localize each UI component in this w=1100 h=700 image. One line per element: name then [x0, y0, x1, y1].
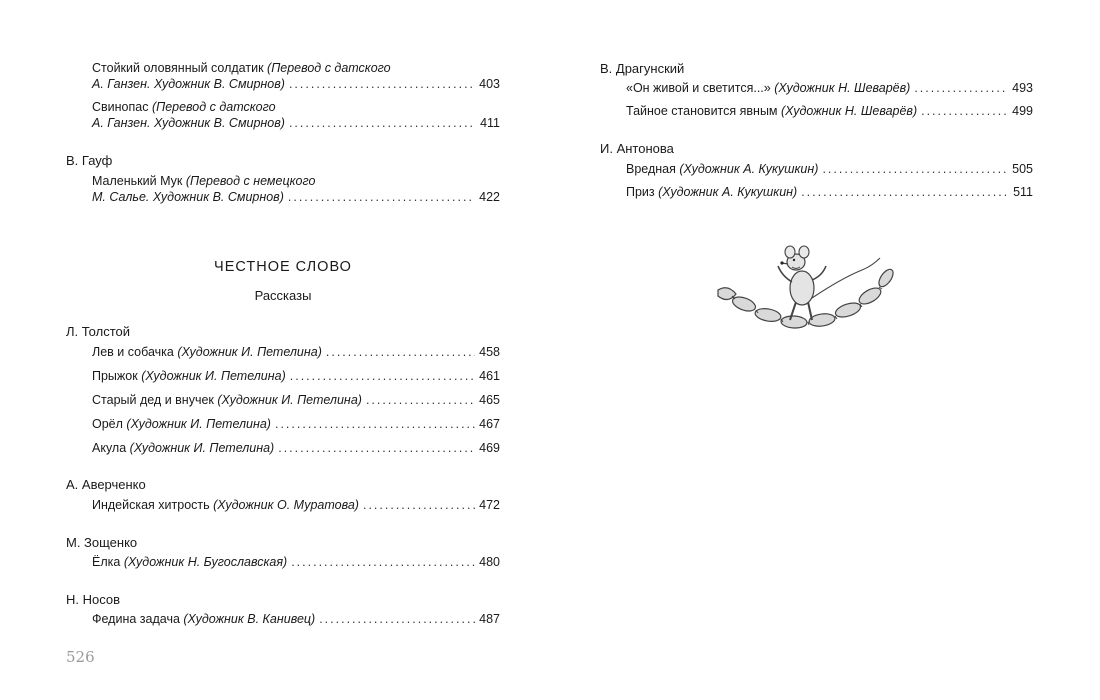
story-credit: (Художник Н. Бугославская) [123, 555, 288, 569]
story-title: Свинопас [92, 100, 149, 114]
author-name: И. Антонова [600, 141, 674, 156]
toc-entry-line [92, 99, 276, 115]
toc-entry[interactable] [92, 440, 500, 456]
author-name: В. Драгунский [600, 61, 685, 76]
dot-leader [363, 497, 475, 513]
page-ref: 493 [1012, 81, 1033, 95]
story-credit: М. Салье. Художник В. Смирнов) [92, 190, 284, 204]
page-ref: 461 [479, 369, 500, 383]
page-ref: 411 [480, 116, 500, 130]
toc-entry-line [92, 173, 315, 189]
dot-leader [288, 189, 475, 205]
story-credit: (Художник И. Петелина) [141, 369, 286, 383]
story-credit: (Художник А. Кукушкин) [679, 162, 819, 176]
page-ref: 467 [479, 417, 500, 431]
story-title: Стойкий оловянный солдатик [92, 61, 264, 75]
author-name: М. Зощенко [66, 535, 138, 550]
page-ref: 499 [1012, 104, 1033, 118]
story-credit: (Художник О. Муратова) [213, 498, 359, 512]
toc-entry[interactable] [626, 103, 1033, 119]
dot-leader [278, 440, 475, 456]
story-title: «Он живой и светится...» [626, 81, 771, 95]
story-credit: (Перевод с датского [151, 100, 276, 114]
story-credit: (Художник Н. Шеварёв) [781, 104, 918, 118]
story-title: Прыжок [92, 369, 138, 383]
page-ref: 422 [479, 190, 500, 204]
dot-leader [291, 554, 475, 570]
story-title: Лев и собачка [92, 345, 174, 359]
story-credit: (Перевод с немецкого [185, 174, 316, 188]
story-title: Ёлка [92, 555, 121, 569]
page-ref: 465 [479, 393, 500, 407]
story-credit: (Художник А. Кукушкин) [658, 185, 798, 199]
story-title: Федина задача [92, 612, 180, 626]
story-title: Приз [626, 185, 655, 199]
dot-leader [914, 80, 1008, 96]
dot-leader [801, 184, 1009, 200]
dot-leader [289, 76, 475, 92]
dot-leader [366, 392, 475, 408]
toc-entry[interactable] [92, 611, 500, 627]
toc-entry[interactable] [92, 392, 500, 408]
dot-leader [822, 161, 1008, 177]
page-ref: 487 [479, 612, 500, 626]
dot-leader [319, 611, 475, 627]
story-title: Вредная [626, 162, 676, 176]
story-credit: (Художник В. Канивец) [183, 612, 316, 626]
toc-entry[interactable] [92, 497, 500, 513]
dot-leader [289, 115, 476, 131]
toc-entry[interactable] [92, 115, 500, 131]
story-credit: (Художник Н. Шеварёв) [774, 81, 911, 95]
mouse-on-sausages-illustration [710, 240, 900, 340]
page-ref: 403 [479, 77, 500, 91]
page-number: 526 [66, 648, 95, 666]
toc-entry[interactable] [626, 161, 1033, 177]
story-credit: А. Ганзен. Художник В. Смирнов) [92, 116, 285, 130]
toc-entry[interactable] [626, 184, 1033, 200]
toc-entry[interactable] [92, 554, 500, 570]
author-name: Л. Толстой [66, 324, 131, 339]
toc-entry[interactable] [92, 416, 500, 432]
story-credit: (Перевод с датского [267, 61, 391, 75]
section-subtitle: Рассказы [254, 288, 312, 303]
story-title: Маленький Мук [92, 174, 183, 188]
dot-leader [290, 368, 475, 384]
story-title: Акула [92, 441, 127, 455]
page-ref: 458 [479, 345, 500, 359]
toc-entry[interactable] [626, 80, 1033, 96]
page-ref: 505 [1012, 162, 1033, 176]
toc-entry[interactable] [92, 76, 500, 92]
story-credit: (Художник И. Петелина) [126, 417, 271, 431]
story-credit: (Художник И. Петелина) [177, 345, 322, 359]
dot-leader [275, 416, 475, 432]
toc-entry[interactable] [92, 368, 500, 384]
page-ref: 480 [479, 555, 500, 569]
story-credit: (Художник И. Петелина) [217, 393, 362, 407]
author-name: А. Аверченко [66, 477, 146, 492]
section-title: ЧЕСТНОЕ СЛОВО [214, 259, 352, 275]
toc-entry[interactable] [92, 189, 500, 205]
story-credit: (Художник И. Петелина) [129, 441, 275, 455]
toc-entry-line [92, 60, 391, 76]
story-title: Орёл [92, 417, 123, 431]
page-ref: 511 [1013, 185, 1033, 199]
author-name: Н. Носов [66, 592, 121, 607]
dot-leader [326, 344, 475, 360]
dot-leader [921, 103, 1008, 119]
author-name: В. Гауф [66, 153, 113, 168]
page-ref: 472 [479, 498, 500, 512]
story-title: Индейская хитрость [92, 498, 210, 512]
toc-entry[interactable] [92, 344, 500, 360]
story-credit: А. Ганзен. Художник В. Смирнов) [92, 77, 285, 91]
story-title: Старый дед и внучек [92, 393, 214, 407]
page-ref: 469 [479, 441, 500, 455]
story-title: Тайное становится явным [626, 104, 778, 118]
